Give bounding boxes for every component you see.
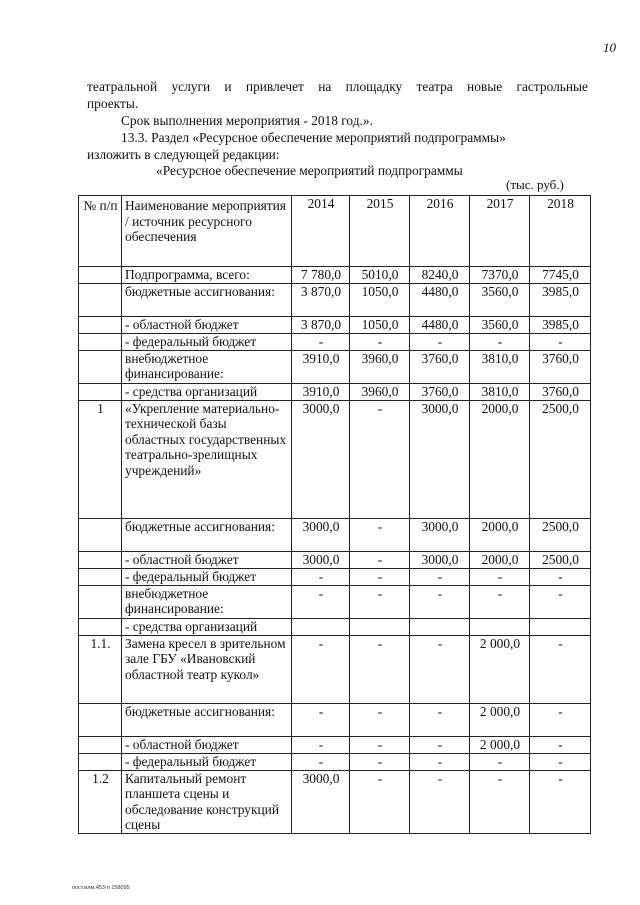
table-row	[79, 618, 591, 635]
table-row	[79, 551, 591, 568]
row-number	[79, 383, 122, 400]
table-row	[79, 267, 591, 284]
table-row	[79, 317, 591, 334]
row-value: -	[470, 585, 530, 618]
table-row	[79, 400, 591, 518]
row-value: -	[530, 334, 591, 351]
row-value: 3 870,0	[292, 284, 350, 317]
header-year: 2018	[530, 196, 591, 267]
row-value: -	[410, 703, 470, 736]
row-value: -	[350, 400, 410, 518]
row-value: 3000,0	[292, 518, 350, 551]
row-value: 4480,0	[410, 284, 470, 317]
row-value: -	[292, 635, 350, 703]
row-value: 5010,0	[350, 267, 410, 284]
row-value: -	[350, 551, 410, 568]
table-row	[79, 703, 591, 736]
row-value: 7745,0	[530, 267, 591, 284]
row-name: Замена кресел в зрительном зале ГБУ «Ивановский областной театр кукол»	[122, 635, 292, 703]
row-value: -	[410, 568, 470, 585]
row-value: 2000,0	[470, 551, 530, 568]
row-value: -	[470, 770, 530, 833]
row-value: -	[350, 703, 410, 736]
row-value: 3000,0	[292, 400, 350, 518]
row-name: внебюджетное финансирование:	[122, 585, 292, 618]
row-value: -	[470, 334, 530, 351]
row-value: 4480,0	[410, 317, 470, 334]
row-value: 3000,0	[410, 400, 470, 518]
header-num: № п/п	[79, 196, 122, 267]
row-name: бюджетные ассигнования:	[122, 518, 292, 551]
row-name: Подпрограмма, всего:	[122, 267, 292, 284]
row-name: - областной бюджет	[122, 317, 292, 334]
row-value: -	[350, 334, 410, 351]
row-value: 2000,0	[470, 400, 530, 518]
row-value: 3000,0	[292, 551, 350, 568]
table-caption: «Ресурсное обеспечение мероприятий подпрограммы	[156, 163, 463, 178]
row-value: 3910,0	[292, 383, 350, 400]
row-value	[350, 618, 410, 635]
paragraph-line: проекты.	[87, 96, 139, 111]
row-value: -	[350, 635, 410, 703]
row-name: - средства организаций	[122, 383, 292, 400]
row-value: -	[292, 736, 350, 753]
row-value: -	[410, 635, 470, 703]
row-value	[410, 618, 470, 635]
header-name: Наименование мероприятия / источник ресурсного обеспечения	[122, 196, 292, 267]
table-row	[79, 635, 591, 703]
row-value: 1050,0	[350, 317, 410, 334]
row-value: -	[530, 753, 591, 770]
row-value: -	[292, 334, 350, 351]
row-number	[79, 317, 122, 334]
paragraph-line: изложить в следующей редакции:	[87, 147, 280, 162]
row-number: 1.1.	[79, 635, 122, 703]
row-value: 2 000,0	[470, 635, 530, 703]
row-value: 2 000,0	[470, 703, 530, 736]
row-number	[79, 334, 122, 351]
table-row	[79, 518, 591, 551]
row-name: внебюджетное финансирование:	[122, 350, 292, 383]
row-number: 1	[79, 400, 122, 518]
table-row	[79, 334, 591, 351]
row-value: -	[530, 770, 591, 833]
row-value: 3960,0	[350, 383, 410, 400]
table-row	[79, 383, 591, 400]
row-number	[79, 585, 122, 618]
row-value: 3760,0	[410, 350, 470, 383]
row-value: -	[530, 568, 591, 585]
header-year: 2016	[410, 196, 470, 267]
row-value: -	[530, 736, 591, 753]
row-value: 3910,0	[292, 350, 350, 383]
row-number	[79, 703, 122, 736]
row-value: -	[292, 585, 350, 618]
row-name: - областной бюджет	[122, 551, 292, 568]
row-value: -	[292, 568, 350, 585]
table-header-row	[79, 196, 591, 267]
row-value: 3000,0	[410, 551, 470, 568]
row-value: -	[470, 753, 530, 770]
row-value: 3760,0	[530, 383, 591, 400]
row-value: 3985,0	[530, 284, 591, 317]
row-value: 2500,0	[530, 551, 591, 568]
row-number	[79, 736, 122, 753]
row-value: 2500,0	[530, 400, 591, 518]
row-value: -	[530, 703, 591, 736]
row-value: -	[410, 334, 470, 351]
row-value: 3810,0	[470, 383, 530, 400]
row-name: - областной бюджет	[122, 736, 292, 753]
row-value: 3000,0	[292, 770, 350, 833]
row-value: 3000,0	[410, 518, 470, 551]
row-value: -	[410, 770, 470, 833]
row-value: 3560,0	[470, 284, 530, 317]
row-number	[79, 350, 122, 383]
table-row	[79, 585, 591, 618]
row-name: бюджетные ассигнования:	[122, 284, 292, 317]
row-value: -	[410, 753, 470, 770]
header-year: 2017	[470, 196, 530, 267]
paragraph-line: Срок выполнения мероприятия - 2018 год.».	[121, 113, 373, 128]
row-name: - федеральный бюджет	[122, 753, 292, 770]
row-value: 3960,0	[350, 350, 410, 383]
paragraph-line: 13.3. Раздел «Ресурсное обеспечение мероприятий подпрограммы»	[121, 130, 506, 145]
row-value: 3985,0	[530, 317, 591, 334]
header-year: 2014	[292, 196, 350, 267]
row-value: -	[470, 568, 530, 585]
row-value: -	[350, 753, 410, 770]
row-value: 2 000,0	[470, 736, 530, 753]
row-value: 8240,0	[410, 267, 470, 284]
row-value: -	[410, 736, 470, 753]
row-value: 7 780,0	[292, 267, 350, 284]
table-body	[79, 196, 591, 834]
table-row	[79, 753, 591, 770]
row-value: -	[350, 518, 410, 551]
row-value	[470, 618, 530, 635]
row-name: - федеральный бюджет	[122, 334, 292, 351]
row-name: - средства организаций	[122, 618, 292, 635]
row-value: 3760,0	[410, 383, 470, 400]
table-row	[79, 284, 591, 317]
row-number	[79, 753, 122, 770]
row-number	[79, 267, 122, 284]
row-value: -	[350, 568, 410, 585]
row-number	[79, 618, 122, 635]
row-number	[79, 551, 122, 568]
row-value: -	[292, 753, 350, 770]
row-number	[79, 284, 122, 317]
row-value: 3760,0	[530, 350, 591, 383]
row-value: 7370,0	[470, 267, 530, 284]
page-number: 10	[603, 40, 616, 55]
row-value: -	[350, 736, 410, 753]
row-value: -	[350, 770, 410, 833]
table-row	[79, 736, 591, 753]
row-value	[292, 618, 350, 635]
row-value: 3810,0	[470, 350, 530, 383]
footer-code: пост.илм.453-п 158095	[72, 885, 130, 891]
table-row	[79, 350, 591, 383]
row-number: 1.2	[79, 770, 122, 833]
row-name: - федеральный бюджет	[122, 568, 292, 585]
row-value: -	[292, 703, 350, 736]
row-number	[79, 568, 122, 585]
row-name: «Укрепление материально-технической базы областных государственных театрально-зрелищных учреждений»	[122, 400, 292, 518]
row-value	[530, 618, 591, 635]
table-row	[79, 770, 591, 833]
row-value: 3560,0	[470, 317, 530, 334]
row-value: -	[530, 635, 591, 703]
paragraph-line: театральной услуги и привлечет на площадку театра новые гастрольные	[87, 79, 588, 94]
header-year: 2015	[350, 196, 410, 267]
row-value: 2500,0	[530, 518, 591, 551]
row-value: 1050,0	[350, 284, 410, 317]
row-value: -	[530, 585, 591, 618]
row-number	[79, 518, 122, 551]
row-value: -	[410, 585, 470, 618]
row-value: 2000,0	[470, 518, 530, 551]
row-name: бюджетные ассигнования:	[122, 703, 292, 736]
table-row	[79, 568, 591, 585]
row-name: Капитальный ремонт планшета сцены и обследование конструкций сцены	[122, 770, 292, 833]
units-label: (тыс. руб.)	[506, 177, 564, 192]
resource-table	[78, 195, 591, 834]
row-value: -	[350, 585, 410, 618]
row-value: 3 870,0	[292, 317, 350, 334]
